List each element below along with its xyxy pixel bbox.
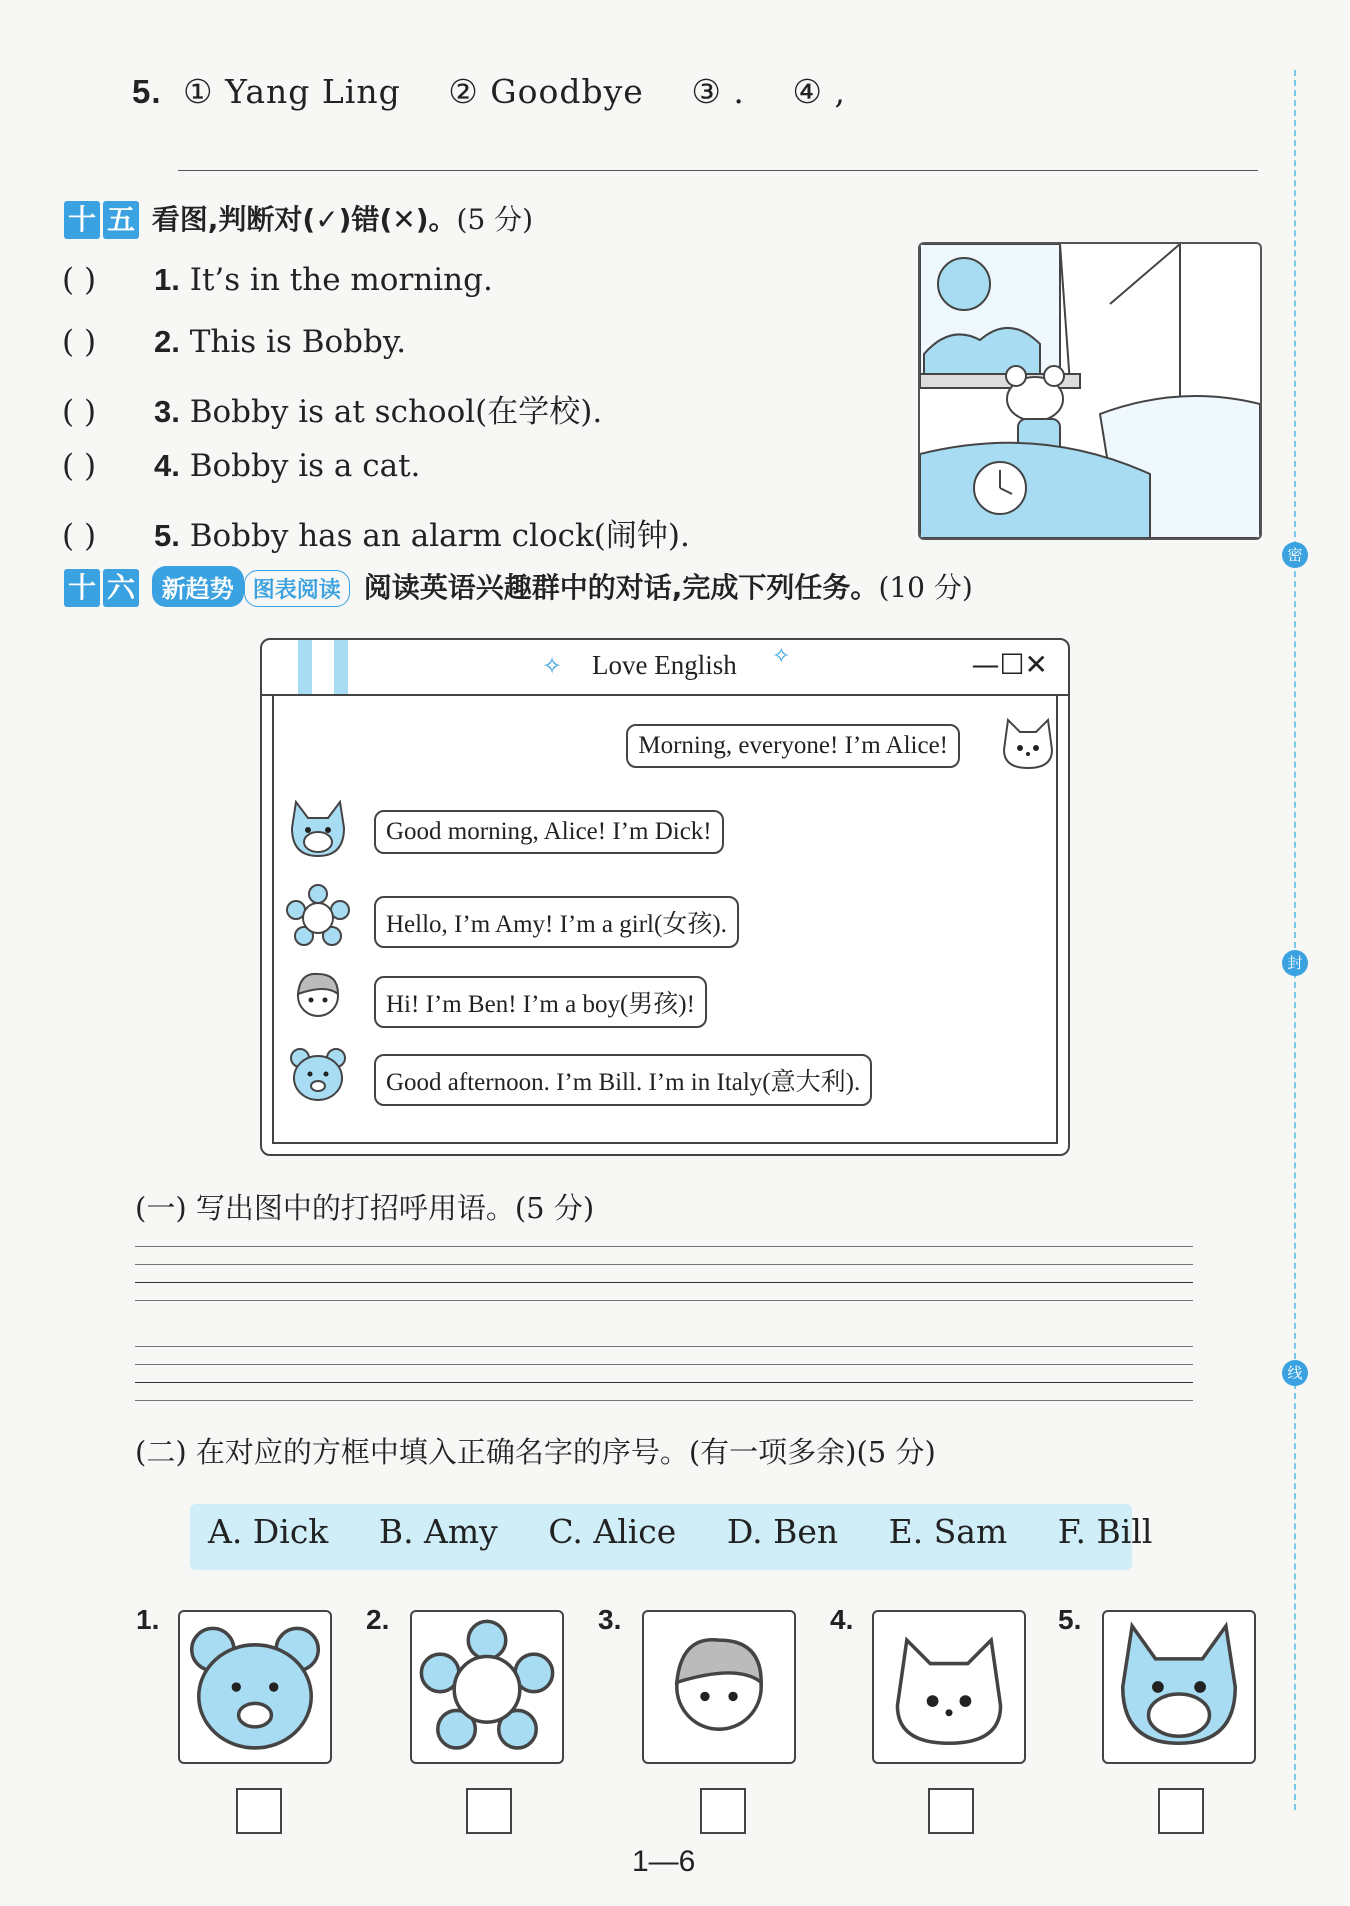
- flower-icon: [286, 884, 350, 948]
- titlebar-stripe: [334, 640, 348, 694]
- judge-item[interactable]: [62, 262, 493, 298]
- chat-window: [260, 638, 1070, 1156]
- answer-line: [178, 170, 1258, 171]
- item-text: It’s in the morning.: [179, 262, 493, 298]
- answer-box[interactable]: [700, 1788, 746, 1834]
- bear-icon: [180, 1612, 330, 1762]
- chart-reading-tag: 图表阅读: [244, 570, 350, 607]
- cat-icon: [874, 1612, 1024, 1762]
- dog-card: [1102, 1610, 1256, 1764]
- answer-blank[interactable]: ( ): [62, 448, 97, 484]
- writing-line: [135, 1282, 1193, 1283]
- window-controls[interactable]: —☐✕: [971, 648, 1048, 681]
- writing-line: [135, 1364, 1193, 1365]
- chat-title: Love English: [592, 650, 737, 680]
- item-number: 4.: [154, 448, 180, 483]
- writing-line: [135, 1382, 1193, 1383]
- chat-bubble: Hi! I’m Ben! I’m a boy(男孩)!: [374, 976, 707, 1028]
- bear-card: [178, 1610, 332, 1764]
- answer-blank[interactable]: ( ): [62, 394, 97, 430]
- option-f: F. Bill: [1057, 1512, 1153, 1551]
- binding-mark: 密: [1282, 542, 1308, 568]
- item-number: 1.: [154, 262, 180, 297]
- card-number: 5.: [1058, 1604, 1082, 1635]
- section-title: 看图,判断对(✓)错(✕)。: [151, 203, 457, 236]
- part-1-instruction: (一) 写出图中的打招呼用语。(5 分): [135, 1191, 595, 1225]
- writing-line: [135, 1246, 1193, 1247]
- option-d: D. Ben: [726, 1512, 839, 1551]
- card-number: 4.: [830, 1604, 854, 1635]
- answer-box[interactable]: [466, 1788, 512, 1834]
- card-number: 2.: [366, 1604, 390, 1635]
- item-text: Bobby is at school(在学校).: [179, 394, 603, 430]
- cat-card: [872, 1610, 1026, 1764]
- option-4: ④ ,: [792, 72, 846, 111]
- judge-item[interactable]: [62, 386, 602, 431]
- section-points: (10 分): [878, 571, 973, 604]
- boy-icon: [286, 964, 350, 1028]
- option-1: ① Yang Ling: [183, 72, 401, 111]
- answer-blank[interactable]: ( ): [62, 262, 97, 298]
- option-3: ③ .: [691, 72, 745, 111]
- part-2-instruction: (二) 在对应的方框中填入正确名字的序号。(有一项多余)(5 分): [135, 1435, 936, 1469]
- item-number: 3.: [154, 394, 180, 429]
- answer-box[interactable]: [236, 1788, 282, 1834]
- judge-item[interactable]: [62, 324, 406, 360]
- item-number: 5.: [154, 518, 180, 553]
- section-16-heading: [64, 566, 973, 607]
- chat-titlebar: [262, 640, 1068, 696]
- judge-item[interactable]: [62, 510, 690, 555]
- option-b: B. Amy: [378, 1512, 498, 1551]
- star-icon: ✧: [772, 644, 791, 669]
- star-icon: ✧: [542, 652, 563, 680]
- writing-line: [135, 1264, 1193, 1265]
- answer-blank[interactable]: ( ): [62, 324, 97, 360]
- page-number: 1—6: [632, 1845, 696, 1878]
- trend-tag: 新趋势: [152, 566, 244, 607]
- item-text: This is Bobby.: [179, 324, 407, 360]
- question-5: [132, 72, 882, 111]
- card-number: 1.: [136, 1604, 160, 1635]
- section-badge: 五: [103, 201, 139, 239]
- cat-icon: [996, 710, 1060, 774]
- chat-bubble: Good morning, Alice! I’m Dick!: [374, 810, 724, 854]
- answer-blank[interactable]: ( ): [62, 518, 97, 554]
- binding-mark: 线: [1282, 1360, 1308, 1386]
- option-e: E. Sam: [888, 1512, 1008, 1551]
- chat-bubble: Hello, I’m Amy! I’m a girl(女孩).: [374, 896, 739, 948]
- section-points: (5 分): [456, 203, 534, 236]
- bear-icon: [286, 1042, 350, 1106]
- item-text: Bobby is a cat.: [179, 448, 421, 484]
- answer-box[interactable]: [1158, 1788, 1204, 1834]
- section-badge: 十: [64, 201, 100, 239]
- option-2: ② Goodbye: [448, 72, 644, 111]
- titlebar-stripe: [298, 640, 312, 694]
- card-number: 3.: [598, 1604, 622, 1635]
- dog-icon: [1104, 1612, 1254, 1762]
- boy-card: [642, 1610, 796, 1764]
- name-options: [208, 1512, 1192, 1551]
- chat-body: [272, 694, 1058, 1144]
- dog-icon: [286, 798, 350, 862]
- section-badge: 六: [103, 569, 139, 607]
- flower-card: [410, 1610, 564, 1764]
- section-15-heading: [64, 198, 533, 239]
- writing-line: [135, 1346, 1193, 1347]
- section-title: 阅读英语兴趣群中的对话,完成下列任务。: [363, 571, 879, 604]
- section-badge: 十: [64, 569, 100, 607]
- option-a: A. Dick: [208, 1512, 329, 1551]
- writing-line: [135, 1300, 1193, 1301]
- answer-box[interactable]: [928, 1788, 974, 1834]
- chat-bubble: Morning, everyone! I’m Alice!: [626, 724, 960, 768]
- bedroom-illustration: [918, 242, 1262, 540]
- binding-line: [1294, 70, 1296, 1810]
- binding-mark: 封: [1282, 950, 1308, 976]
- chat-bubble: Good afternoon. I’m Bill. I’m in Italy(意大利).: [374, 1054, 872, 1106]
- flower-icon: [412, 1612, 562, 1762]
- question-5-number: 5.: [132, 73, 162, 110]
- item-text: Bobby has an alarm clock(闹钟).: [179, 518, 690, 554]
- item-number: 2.: [154, 324, 180, 359]
- boy-icon: [644, 1612, 794, 1762]
- judge-item[interactable]: [62, 448, 420, 484]
- option-c: C. Alice: [548, 1512, 677, 1551]
- writing-line: [135, 1400, 1193, 1401]
